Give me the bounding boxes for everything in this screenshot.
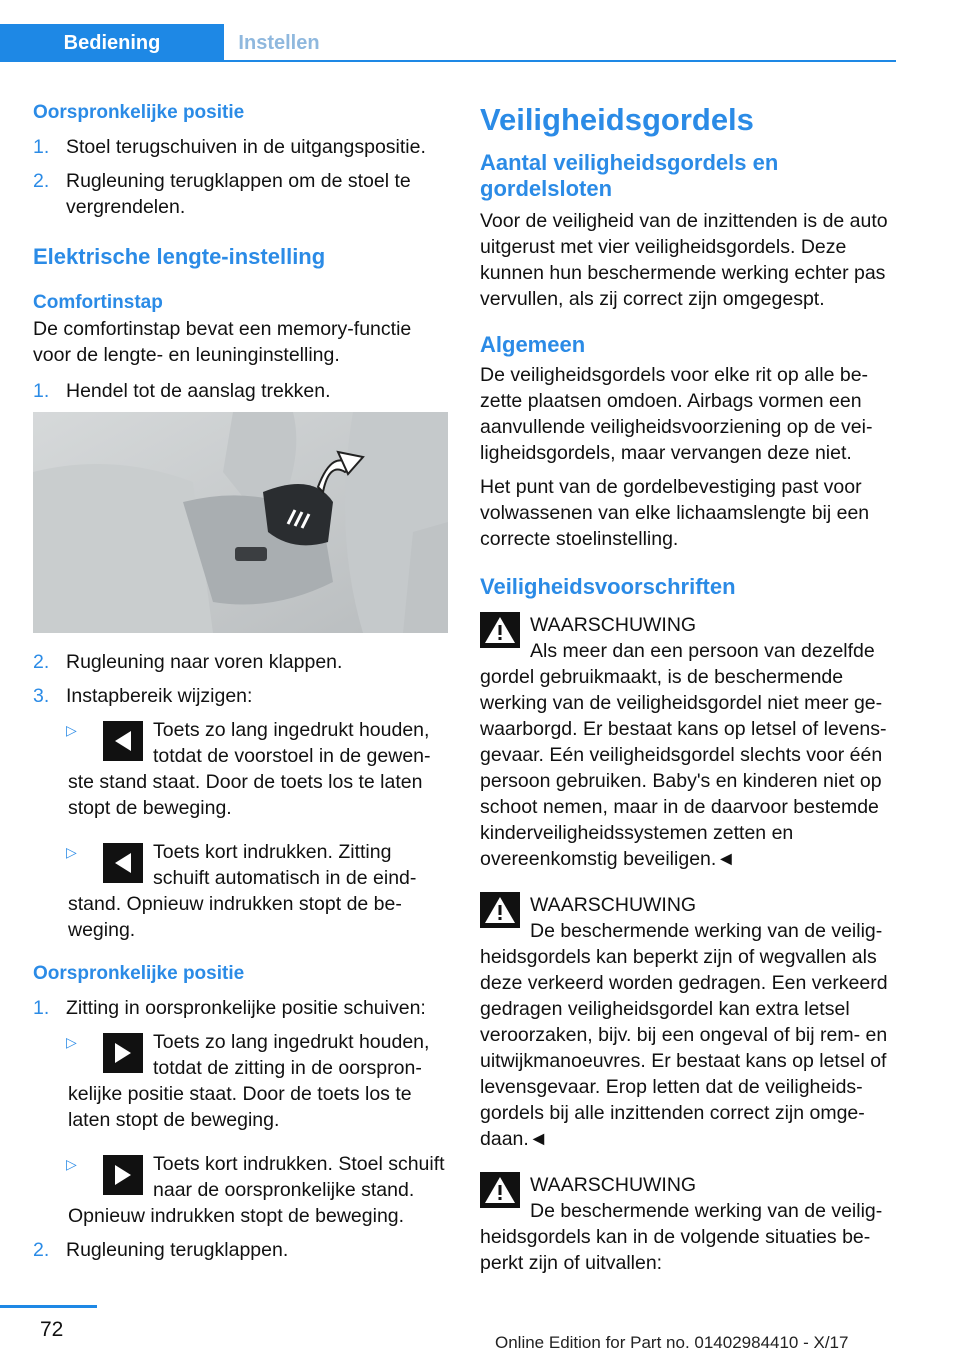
steps-list-2 <box>33 378 448 404</box>
warning-label: WAARSCHUWING <box>530 614 697 636</box>
heading-safety-rules: Veiligheidsvoorschriften <box>480 574 736 599</box>
triangle-bullet-icon: ▷ <box>66 722 77 738</box>
list-item: 2. Rugleuning naar voren klappen. <box>33 651 343 673</box>
list-item: 3. Instapbereik wijzigen: ▷ Toets zo lang ingedrukt houden, totdat de voorstoel in de gewenste stand staat. Door de toets los te laten stopt de beweging. ▷ Toets kort indrukken. Zitting schuift automatisch in de eindstand. Opnieuw indrukken stopt de beweging. <box>33 683 448 943</box>
page-number: 72 <box>40 1318 64 1341</box>
heading-number-of-belts: Aantal veiligheidsgordels en gordelsloten <box>480 150 779 201</box>
warning-text: De beschermende werking van de veiligheidsgordels kan beperkt zijn of wegvallen als deze verkeerd worden gedragen. Een verkeerd gedragen veiligheidsgordel kan extra letsel veroorzaken, bijv. bij een ongeval of bij rem- en uitwijkmanoeuvres. Er bestaat kans op letsel of levensgevaar. Erop letten dat de veiligheidsgordels bij alle inzittenden correct zijn omgedaan.◄ <box>480 920 888 1150</box>
footer-edition: Online Edition for Part no. 01402984410 - X/17 <box>495 1333 849 1352</box>
warning-block <box>480 892 896 1152</box>
warning-triangle-icon <box>480 1172 520 1208</box>
warning-label: WAARSCHUWING <box>530 894 697 916</box>
tab-instellen[interactable]: Instellen <box>238 31 320 54</box>
heading-electric-length: Elektrische lengte-instelling <box>33 244 326 269</box>
chapter-tabbar <box>0 0 960 64</box>
tab-bediening[interactable]: Bediening <box>0 24 224 62</box>
tab-underline <box>224 60 896 62</box>
subheading-original-position-2: Oorspronkelijke positie <box>33 963 245 984</box>
steps-list-4 <box>33 995 448 1263</box>
list-item: ▷ Toets zo lang ingedrukt houden, totdat de voorstoel in de gewenste stand staat. Door de toets los te laten stopt de beweging. <box>66 719 431 819</box>
warning-text: De beschermende werking van de veiligheidsgordels kan in de volgende situaties beperkt zijn of uitvallen: <box>480 1200 883 1274</box>
warning-triangle-icon <box>480 892 520 928</box>
heading-seatbelts: Veiligheidsgordels <box>480 102 754 137</box>
paragraph: Voor de veiligheid van de inzittenden is de auto uitgerust met vier veiligheidsgordels. Deze kunnen hun beschermende werking echter pas vervullen, als zij correct zijn omgegespt. <box>480 210 888 310</box>
warning-text: Als meer dan een persoon van dezelfde gordel gebruikmaakt, is de beschermende werking van de veiligheidsgordel niet meer gewaarborgd. Er bestaat kans op letsel of levensgevaar. Eén veiligheidsgordel slechts voor één persoon gebruiken. Baby's en kinderen niet op schoot nemen, maar in de daarvoor bestemde kinderveiligheidssystemen zetten en overeenkomstig beveiligen.◄ <box>480 640 887 870</box>
button-right-icon <box>103 1155 143 1195</box>
paragraph: De veiligheidsgordels voor elke rit op alle bezette plaatsen omdoen. Airbags vormen een aanvullende veiligheidsvoorziening op de veiligheidsgordels, maar vervangen deze niet. <box>480 364 873 464</box>
triangle-bullet-icon: ▷ <box>66 1034 77 1050</box>
left-column <box>33 100 448 1271</box>
triangle-bullet-icon: ▷ <box>66 844 77 860</box>
subheading-comfortinstap: Comfortinstap <box>33 292 163 313</box>
steps-list-3 <box>33 649 448 943</box>
sub-list-2 <box>66 1029 448 1229</box>
list-item: ▷ Toets kort indrukken. Stoel schuift naar de oorspronkelijke stand. Opnieuw indrukken stopt de beweging. <box>66 1153 445 1227</box>
warning-block <box>480 1172 896 1276</box>
sub-list-1 <box>66 717 448 943</box>
button-left-icon <box>103 721 143 761</box>
heading-general: Algemeen <box>480 332 586 357</box>
triangle-bullet-icon: ▷ <box>66 1156 77 1172</box>
list-item: ▷ Toets kort indrukken. Zitting schuift automatisch in de eindstand. Opnieuw indrukken stopt de beweging. <box>66 841 417 941</box>
button-left-icon <box>103 843 143 883</box>
footer-rule <box>0 1305 97 1308</box>
list-item: 2. Rugleuning terugklappen. <box>33 1239 289 1261</box>
subheading-original-position: Oorspronkelijke positie <box>33 102 245 123</box>
paragraph: De comfortinstap bevat een memory-functie voor de lengte- en leuninginstelling. <box>33 318 412 366</box>
list-item: 1. Zitting in oorspronkelijke positie schuiven: ▷ Toets zo lang ingedrukt houden, totdat de zitting in de oorspronkelijke positie staat. Door de toets los te laten stopt de beweging. ▷ Toets kort indrukken. Stoel schuift naar de oorspronkelijke stand. Opnieuw indrukken stopt de beweging. <box>33 995 448 1229</box>
button-right-icon <box>103 1033 143 1073</box>
warning-triangle-icon <box>480 612 520 648</box>
warning-block <box>480 612 896 872</box>
list-item: 1. Hendel tot de aanslag trekken. <box>33 380 331 402</box>
seat-lever-photo <box>33 412 448 633</box>
right-column <box>480 100 896 1296</box>
list-item: 2. Rugleuning terugklappen om de stoel te vergrendelen. <box>33 170 411 218</box>
steps-list-1 <box>33 134 448 220</box>
warning-label: WAARSCHUWING <box>530 1174 697 1196</box>
paragraph: Het punt van de gordelbevestiging past voor volwassenen van elke lichaamslengte bij een correcte stoelinstelling. <box>480 476 870 550</box>
list-item: ▷ Toets zo lang ingedrukt houden, totdat de zitting in de oorspronkelijke positie staat. Door de toets los te laten stopt de beweging. <box>66 1031 430 1131</box>
list-item: 1. Stoel terugschuiven in de uitgangspositie. <box>33 136 426 158</box>
